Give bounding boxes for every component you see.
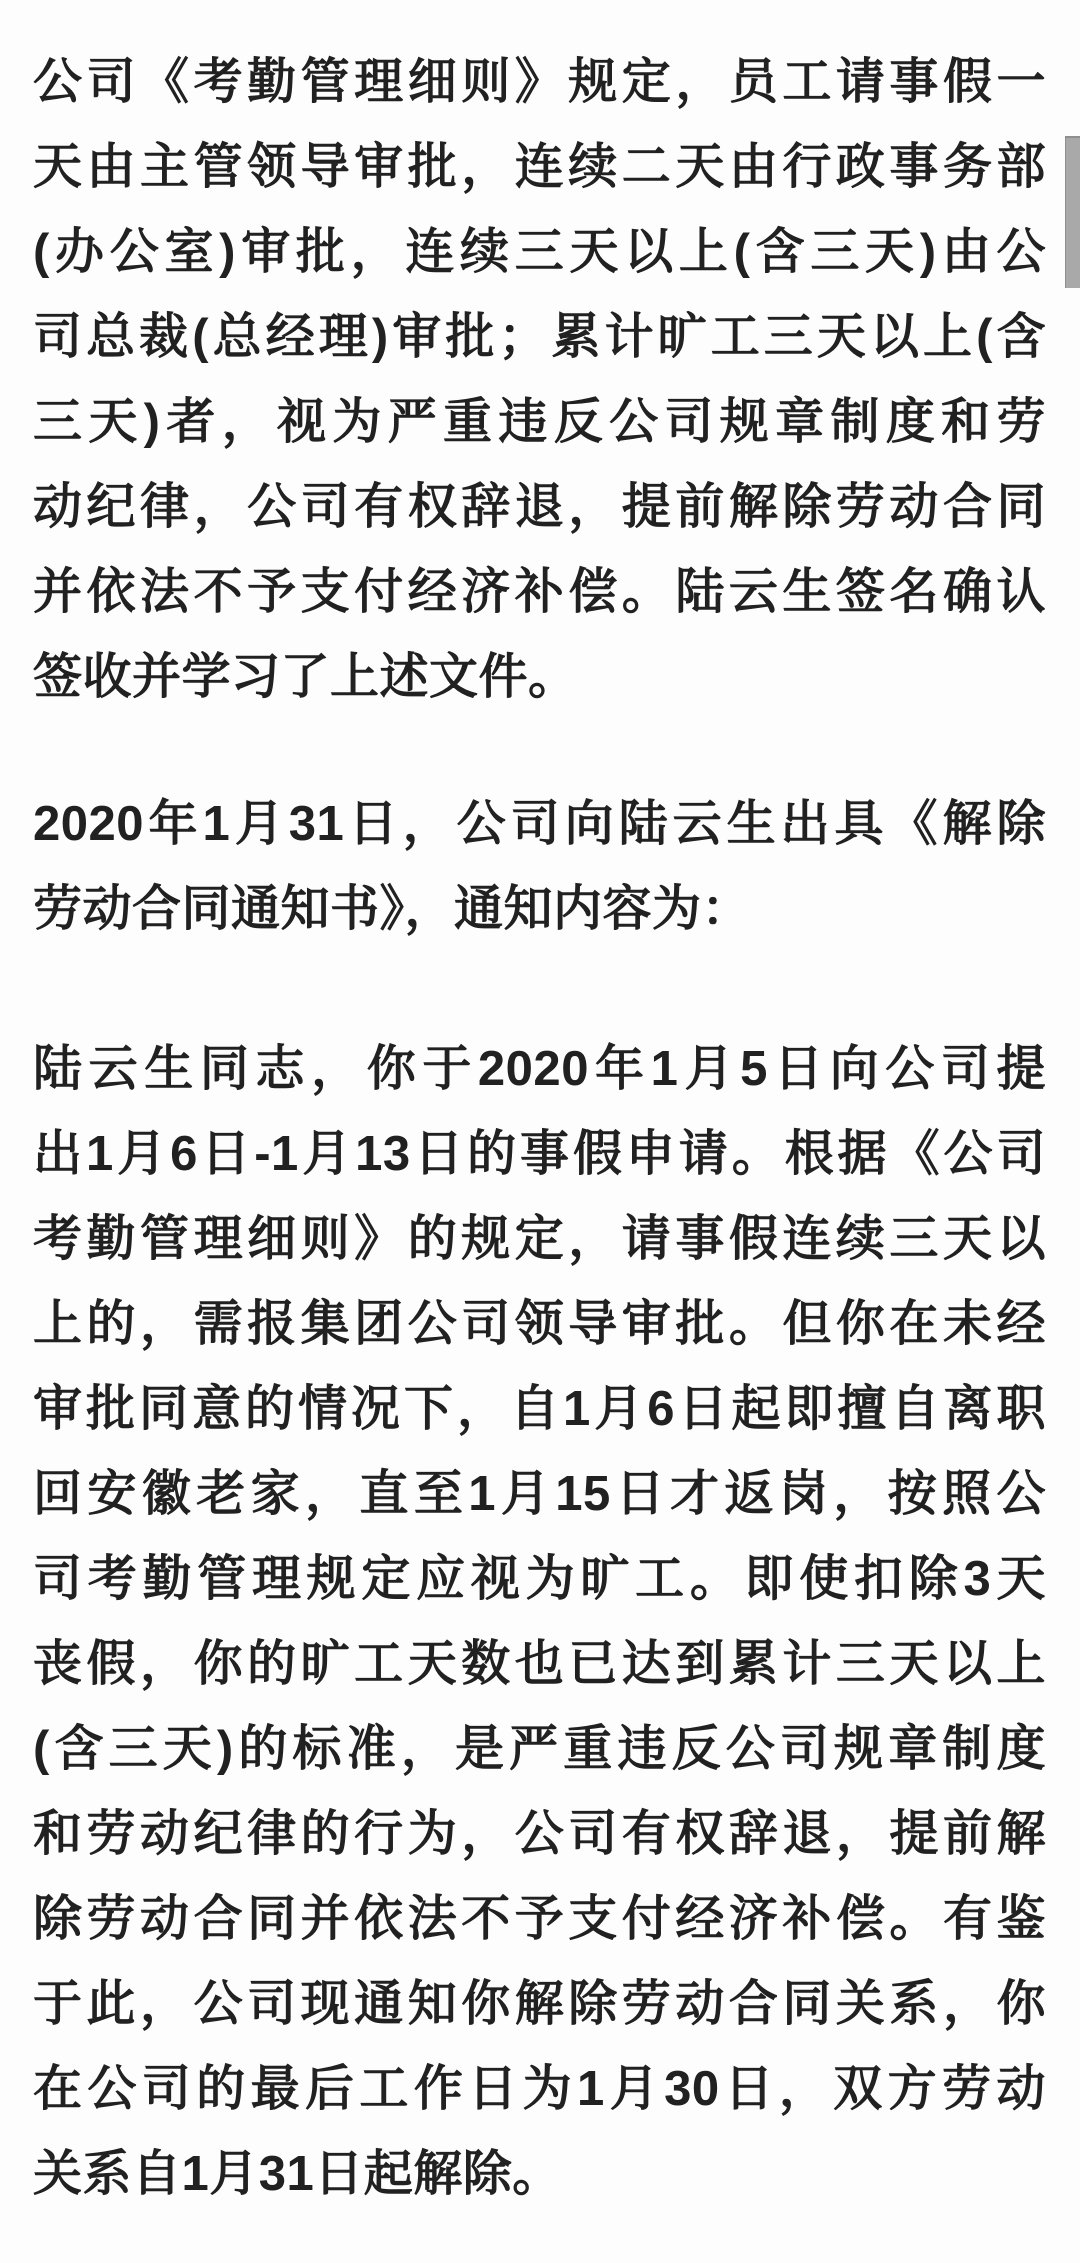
text-line: 公司《考勤管理细则》规定，员工请事假一 — [33, 55, 1046, 109]
text-line: 陆云生同志，你于2020年1月5日向公司提 — [33, 1042, 1046, 1096]
text-line: 于此，公司现通知你解除劳动合同关系，你 — [33, 1977, 1046, 2031]
text-line: 动纪律，公司有权辞退，提前解除劳动合同 — [33, 480, 1046, 534]
text-line: 出1月6日-1月13日的事假申请。根据《公司 — [33, 1127, 1046, 1181]
paragraph-notice-content — [33, 1027, 1046, 2217]
text-line: 审批同意的情况下，自1月6日起即擅自离职 — [33, 1382, 1046, 1436]
text-line: 劳动合同通知书》，通知内容为： — [33, 882, 752, 936]
text-line: (含三天)的标准，是严重违反公司规章制度 — [33, 1722, 1046, 1776]
text-line: 天由主管领导审批，连续二天由行政事务部 — [33, 140, 1046, 194]
text-line: 考勤管理细则》的规定，请事假连续三天以 — [33, 1212, 1046, 1266]
text-line: 除劳动合同并依法不予支付经济补偿。有鉴 — [33, 1892, 1046, 1946]
text-line: 和劳动纪律的行为，公司有权辞退，提前解 — [33, 1807, 1046, 1861]
text-line: 在公司的最后工作日为1月30日，双方劳动 — [33, 2062, 1046, 2116]
paragraph-attendance-rules — [33, 40, 1046, 720]
text-line: (办公室)审批，连续三天以上(含三天)由公 — [33, 225, 1046, 279]
scrollbar-thumb[interactable] — [1065, 136, 1080, 288]
text-line: 2020年1月31日，公司向陆云生出具《解除 — [33, 797, 1046, 851]
text-line: 司总裁(总经理)审批；累计旷工三天以上(含 — [33, 310, 1046, 364]
document-text — [33, 40, 1046, 2217]
text-line: 三天)者，视为严重违反公司规章制度和劳 — [33, 395, 1046, 449]
text-line: 并依法不予支付经济补偿。陆云生签名确认 — [33, 565, 1046, 619]
text-line: 司考勤管理规定应视为旷工。即使扣除3天 — [33, 1552, 1046, 1606]
text-line: 回安徽老家，直至1月15日才返岗，按照公 — [33, 1467, 1046, 1521]
text-line: 丧假，你的旷工天数也已达到累计三天以上 — [33, 1637, 1046, 1691]
text-line: 关系自1月31日起解除。 — [33, 2147, 562, 2201]
paragraph-notice-issued — [33, 782, 1046, 952]
text-line: 上的，需报集团公司领导审批。但你在未经 — [33, 1297, 1046, 1351]
text-line: 签收并学习了上述文件。 — [33, 650, 578, 704]
